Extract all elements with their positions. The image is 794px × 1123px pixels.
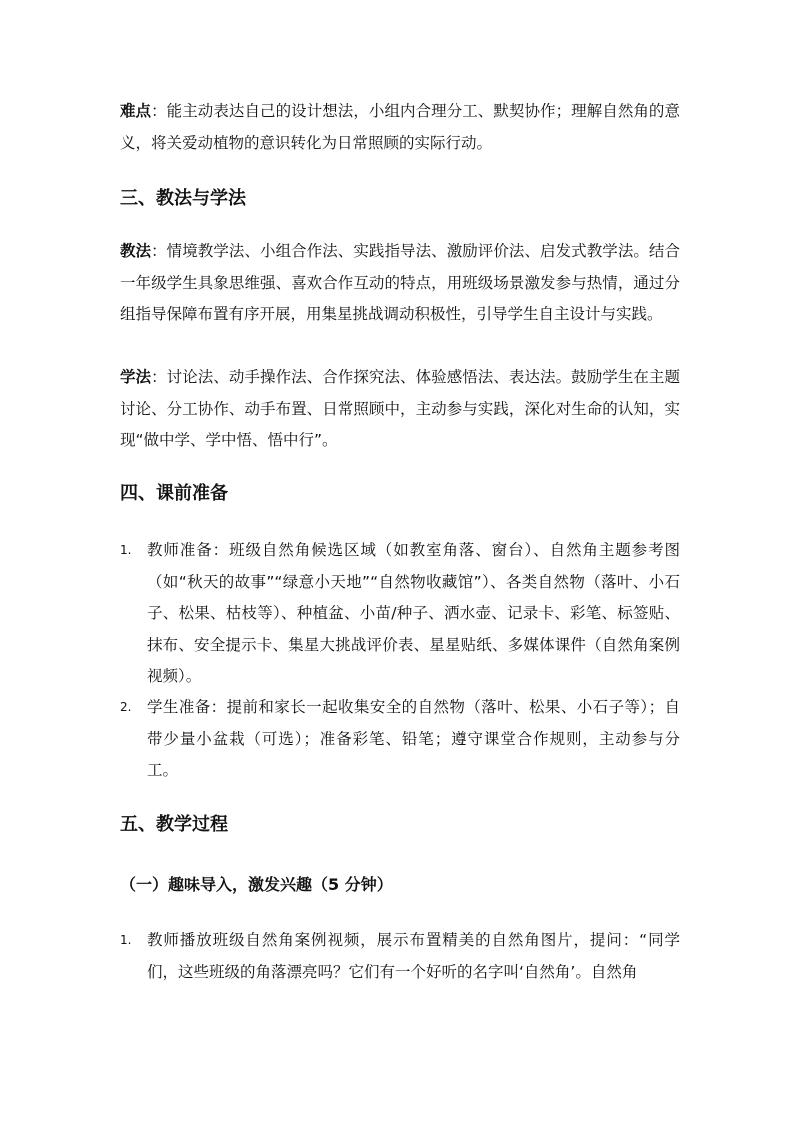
list-item-text: 学生准备：提前和家长一起收集安全的自然物（落叶、松果、小石子等）；自带少量小盆栽（可选）；准备彩笔、铅笔；遵守课堂合作规则，主动参与分工。 [147,698,680,779]
learning-method-text: ：讨论法、动手操作法、合作探究法、体验感悟法、表达法。鼓励学生在主题讨论、分工协作、动手布置、日常照顾中，主动参与实践，深化对生命的认知，实现“做中学、学中悟、悟中行”。 [120,368,680,449]
section5-sub1-heading: （一）趣味导入，激发兴趣（5 分钟） [120,875,393,894]
list-item-text: 教师准备：班级自然角候选区域（如教室角落、窗台）、自然角主题参考图（如“秋天的故事”“绿意小天地”“自然物收藏馆”）、各类自然物（落叶、小石子、松果、枯枝等）、种植盆、小苗/种子、洒水壶、记录卡、彩笔、标签贴、抹布、安全提示卡、集星大挑战评价表、星星贴纸、多媒体课件（自然角案例视频）。 [147,541,680,685]
difficulty-text: ：能主动表达自己的设计想法，小组内合理分工、默契协作；理解自然角的意义，将关爱动植物的意识转化为日常照顾的实际行动。 [120,102,680,152]
section4-heading: 四、课前准备 [120,483,228,504]
learning-method-paragraph [120,362,680,457]
section5-heading: 五、教学过程 [120,814,228,835]
teaching-method-label: 教法 [120,242,152,260]
list-item [120,535,680,693]
difficulty-paragraph [120,96,680,159]
teaching-method-paragraph [120,236,680,331]
list-item-number: 2. [120,700,132,714]
list-item [120,925,680,988]
difficulty-label: 难点 [120,102,152,120]
list-item-text: 教师播放班级自然角案例视频，展示布置精美的自然角图片，提问：“同学们，这些班级的角落漂亮吗？它们有一个好听的名字叫‘自然角’。自然角 [147,931,680,981]
list-item-number: 1. [120,933,132,947]
teaching-method-text: ：情境教学法、小组合作法、实践指导法、激励评价法、启发式教学法。结合一年级学生具象思维强、喜欢合作互动的特点，用班级场景激发参与热情，通过分组指导保障布置有序开展，用集星挑战调动积极性，引导学生自主设计与实践。 [120,242,680,323]
list-item-number: 1. [120,543,132,557]
learning-method-label: 学法 [120,368,152,386]
section3-heading: 三、教法与学法 [120,188,246,209]
list-item [120,692,680,787]
